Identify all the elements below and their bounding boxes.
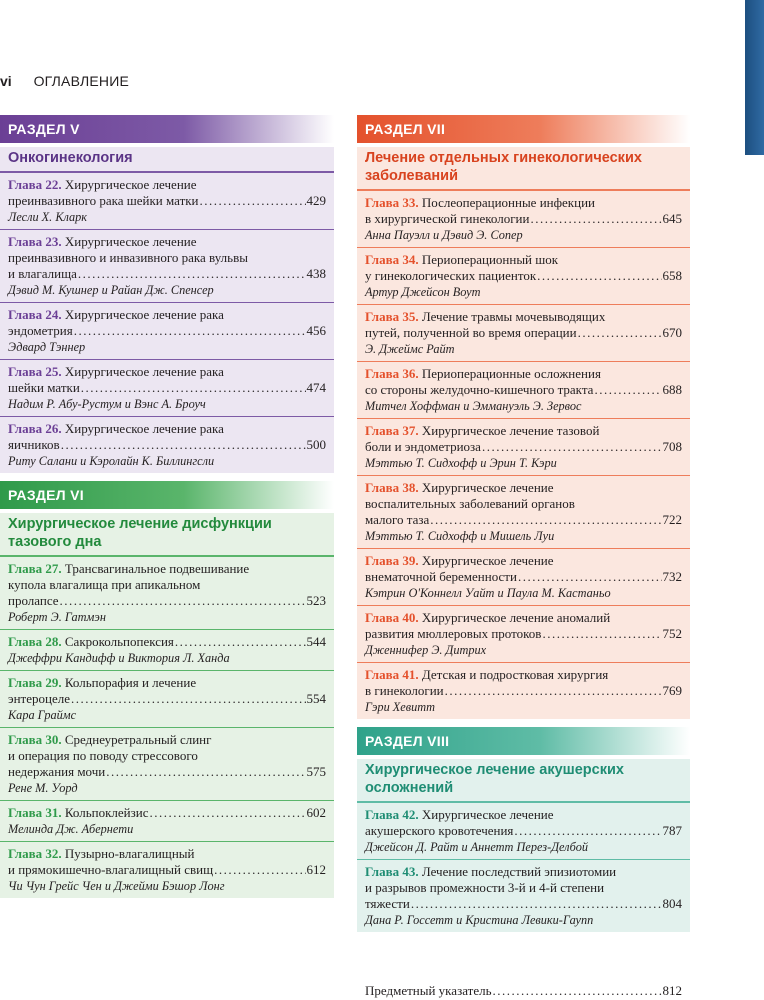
- entry-title-line: [8, 364, 326, 380]
- entry-title-line: [8, 307, 326, 323]
- chapter-list: [0, 557, 334, 898]
- leader-dots: [542, 626, 661, 642]
- page-ref: 575: [306, 764, 326, 779]
- toc-entry[interactable]: [357, 606, 690, 663]
- entry-title-line: [8, 421, 326, 437]
- toc-entry[interactable]: [0, 417, 334, 473]
- toc-entry[interactable]: [357, 860, 690, 932]
- page-ref: 708: [662, 439, 682, 454]
- chapter-title: Хирургическое лечение: [421, 480, 554, 495]
- chapter-title: Хирургическое лечение: [421, 807, 554, 822]
- entry-title-line: [8, 323, 326, 339]
- entry-title-line: [8, 805, 326, 821]
- chapter-title: в гинекологии: [365, 683, 444, 698]
- section-vii: [357, 115, 690, 719]
- chapter-authors: Мэттью Т. Сидхофф и Эрин Т. Кэри: [365, 456, 557, 470]
- chapter-title: преинвазивного и инвазивного рака вульвы: [8, 250, 248, 265]
- toc-entry[interactable]: [0, 630, 334, 671]
- page-ref: 688: [662, 382, 682, 397]
- section-title: Хирургическое лечение дисфункции тазового дна: [0, 513, 334, 557]
- page-ref: 658: [662, 268, 682, 283]
- entry-title-line: [365, 553, 682, 569]
- chapter-number: Глава 22.: [8, 177, 62, 192]
- entry-title-line: [365, 512, 682, 528]
- entry-title-line: [365, 880, 682, 896]
- right-column: [357, 115, 690, 932]
- entry-title-line: [365, 864, 682, 880]
- section-body: [0, 147, 334, 473]
- chapter-title: в хирургической гинекологии: [365, 211, 530, 226]
- chapter-title: со стороны желудочно-кишечного тракта: [365, 382, 594, 397]
- chapter-title: энтероцеле: [8, 691, 70, 706]
- chapter-authors: Э. Джеймс Райт: [365, 342, 455, 356]
- chapter-authors: Чи Чун Грейс Чен и Джейми Бэшор Лонг: [8, 879, 225, 893]
- leader-dots: [106, 764, 305, 780]
- chapter-authors: Кара Граймс: [8, 708, 77, 722]
- page-ref: 787: [662, 823, 682, 838]
- toc-entry[interactable]: [357, 663, 690, 719]
- chapter-number: Глава 37.: [365, 423, 419, 438]
- chapter-title: внематочной беременности: [365, 569, 517, 584]
- chapter-title: Лечение травмы мочевыводящих: [421, 309, 606, 324]
- chapter-title: Хирургическое лечение рака: [64, 307, 224, 322]
- chapter-title: Периоперационные осложнения: [421, 366, 601, 381]
- chapter-title: преинвазивного рака шейки матки: [8, 193, 199, 208]
- chapter-authors: Дэвид М. Кушнер и Райан Дж. Спенсер: [8, 283, 214, 297]
- chapter-number: Глава 33.: [365, 195, 419, 210]
- chapter-title: Хирургическое лечение: [421, 553, 554, 568]
- leader-dots: [200, 193, 306, 209]
- leader-dots: [150, 805, 306, 821]
- chapter-title: развития мюллеровых протоков: [365, 626, 542, 641]
- toc-entry[interactable]: [0, 557, 334, 630]
- page-ref: 804: [662, 896, 682, 911]
- page-ref: 429: [306, 193, 326, 208]
- chapter-title: Хирургическое лечение аномалий: [421, 610, 611, 625]
- entry-title-line: [365, 325, 682, 341]
- chapter-number: Глава 36.: [365, 366, 419, 381]
- chapter-title: и прямокишечно-влагалищный свищ: [8, 862, 214, 877]
- section-body: [357, 147, 690, 719]
- entry-title-line: [365, 496, 682, 512]
- chapter-authors: Дана Р. Госсетт и Кристина Левики-Гаупп: [365, 913, 594, 927]
- chapter-list: [0, 173, 334, 473]
- chapter-number: Глава 30.: [8, 732, 62, 747]
- chapter-title: Лечение последствий эпизиотомии: [421, 864, 617, 879]
- page-ref: 523: [306, 593, 326, 608]
- chapter-list: [357, 191, 690, 719]
- entry-title-line: [365, 382, 682, 398]
- chapter-title: воспалительных заболеваний органов: [365, 496, 575, 511]
- chapter-title: у гинекологических пациенток: [365, 268, 537, 283]
- leader-dots: [430, 512, 661, 528]
- chapter-number: Глава 28.: [8, 634, 62, 649]
- page-title: ОГЛАВЛЕНИЕ: [33, 73, 130, 89]
- page-number: vi: [0, 73, 12, 89]
- entry-title-line: [8, 862, 326, 878]
- entry-title-line: [365, 667, 682, 683]
- chapter-title: Хирургическое лечение: [64, 234, 197, 249]
- leader-dots: [71, 691, 306, 707]
- entry-title-line: [8, 593, 326, 609]
- entry-title-line: [8, 177, 326, 193]
- toc-entry[interactable]: [0, 671, 334, 728]
- toc-entry[interactable]: [357, 476, 690, 549]
- chapter-list: [357, 803, 690, 932]
- toc-entry[interactable]: [357, 248, 690, 305]
- toc-entry[interactable]: [357, 803, 690, 860]
- entry-title-line: [8, 250, 326, 266]
- chapter-title: Пузырно-влагалищный: [64, 846, 195, 861]
- chapter-number: Глава 40.: [365, 610, 419, 625]
- chapter-authors: Кэтрин О'Коннелл Уайт и Паула М. Кастаньо: [365, 586, 611, 600]
- chapter-title: Кольпорафия и лечение: [64, 675, 197, 690]
- entry-title-line: [8, 561, 326, 577]
- leader-dots: [445, 683, 662, 699]
- entry-title-line: [365, 610, 682, 626]
- chapter-title: Хирургическое лечение: [64, 177, 197, 192]
- entry-title-line: [8, 675, 326, 691]
- section-header: РАЗДЕЛ VII: [357, 115, 690, 143]
- entry-title-line: [8, 748, 326, 764]
- page-ref: 602: [306, 805, 326, 820]
- entry-title-line: [365, 683, 682, 699]
- chapter-title: купола влагалища при апикальном: [8, 577, 201, 592]
- chapter-title: боли и эндометриоза: [365, 439, 481, 454]
- leader-dots: [74, 323, 306, 339]
- page-ref: 474: [306, 380, 326, 395]
- chapter-number: Глава 32.: [8, 846, 62, 861]
- section-title: Хирургическое лечение акушерских осложнений: [357, 759, 690, 803]
- chapter-authors: Надим Р. Абу-Рустум и Вэнс А. Броуч: [8, 397, 206, 411]
- toc-entry[interactable]: [357, 362, 690, 419]
- chapter-title: Хирургическое лечение тазовой: [421, 423, 600, 438]
- chapter-authors: Лесли Х. Кларк: [8, 210, 88, 224]
- chapter-authors: Мелинда Дж. Абернети: [8, 822, 134, 836]
- page-ref: 812: [662, 983, 682, 998]
- chapter-title: яичников: [8, 437, 60, 452]
- entry-title-line: [365, 195, 682, 211]
- chapter-title: тяжести: [365, 896, 410, 911]
- page-ref: 722: [662, 512, 682, 527]
- section-header: РАЗДЕЛ VIII: [357, 727, 690, 755]
- leader-dots: [482, 439, 662, 455]
- chapter-authors: Дженнифер Э. Дитрих: [365, 643, 487, 657]
- chapter-authors: Эдвард Тэннер: [8, 340, 86, 354]
- page-ref: 438: [306, 266, 326, 281]
- section-title: Онкогинекология: [0, 147, 334, 173]
- toc-entry[interactable]: [0, 173, 334, 230]
- leader-dots: [578, 325, 662, 341]
- entry-title-line: [365, 823, 682, 839]
- entry-title-line: [365, 268, 682, 284]
- chapter-number: Глава 29.: [8, 675, 62, 690]
- chapter-title: Хирургическое лечение рака: [64, 364, 224, 379]
- chapter-title: путей, полученной во время операции: [365, 325, 577, 340]
- chapter-number: Глава 38.: [365, 480, 419, 495]
- chapter-number: Глава 42.: [365, 807, 419, 822]
- index-label: Предметный указатель: [365, 983, 492, 998]
- leader-dots: [214, 862, 305, 878]
- entry-title-line: [365, 569, 682, 585]
- page-ref: 554: [306, 691, 326, 706]
- page-header: [0, 73, 129, 93]
- edge-color-tab: [745, 0, 764, 155]
- leader-dots: [78, 266, 306, 282]
- chapter-number: Глава 41.: [365, 667, 419, 682]
- toc-entry[interactable]: [357, 549, 690, 606]
- page-ref: 544: [306, 634, 326, 649]
- chapter-authors: Анна Пауэлл и Дэвид Э. Сопер: [365, 228, 523, 242]
- toc-entry[interactable]: [0, 303, 334, 360]
- entry-title-line: [365, 439, 682, 455]
- entry-title-line: [8, 193, 326, 209]
- section-vi: [0, 481, 334, 898]
- toc-entry[interactable]: [0, 801, 334, 842]
- section-body: [0, 513, 334, 898]
- chapter-title: и операция по поводу стрессового: [8, 748, 198, 763]
- chapter-title: Детская и подростковая хирургия: [421, 667, 609, 682]
- chapter-title: малого таза: [365, 512, 430, 527]
- toc-entry[interactable]: [0, 728, 334, 801]
- entry-title-line: [8, 437, 326, 453]
- toc-entry[interactable]: [357, 191, 690, 248]
- section-viii: [357, 727, 690, 932]
- entry-title-line: [365, 366, 682, 382]
- page-ref: 645: [662, 211, 682, 226]
- page-ref: 670: [662, 325, 682, 340]
- chapter-number: Глава 43.: [365, 864, 419, 879]
- toc-entry[interactable]: [0, 842, 334, 898]
- chapter-authors: Артур Джейсон Воут: [365, 285, 481, 299]
- chapter-authors: Гэри Хевитт: [365, 700, 436, 714]
- chapter-number: Глава 26.: [8, 421, 62, 436]
- section-body: [357, 759, 690, 932]
- left-column: [0, 115, 334, 898]
- page-ref: 456: [306, 323, 326, 338]
- page-ref: 500: [306, 437, 326, 452]
- entry-title-line: [365, 252, 682, 268]
- chapter-title: недержания мочи: [8, 764, 106, 779]
- leader-dots: [537, 268, 661, 284]
- page-ref: 769: [662, 683, 682, 698]
- chapter-title: и разрывов промежности 3-й и 4-й степени: [365, 880, 605, 895]
- section-title: Лечение отдельных гинекологических заболеваний: [357, 147, 690, 191]
- chapter-number: Глава 39.: [365, 553, 419, 568]
- chapter-title: пролапсе: [8, 593, 59, 608]
- chapter-authors: Джеффри Кандифф и Виктория Л. Ханда: [8, 651, 230, 665]
- chapter-title: Послеоперационные инфекции: [421, 195, 595, 210]
- toc-entry[interactable]: [357, 305, 690, 362]
- chapter-title: эндометрия: [8, 323, 73, 338]
- chapter-title: Хирургическое лечение рака: [64, 421, 224, 436]
- entry-title-line: [365, 211, 682, 227]
- page-ref: 752: [662, 626, 682, 641]
- chapter-number: Глава 27.: [8, 561, 62, 576]
- entry-title-line: [8, 846, 326, 862]
- section-header: РАЗДЕЛ VI: [0, 481, 334, 509]
- section-v: [0, 115, 334, 473]
- chapter-title: и влагалища: [8, 266, 77, 281]
- section-header: РАЗДЕЛ V: [0, 115, 334, 143]
- chapter-authors: Мэттью Т. Сидхофф и Мишель Луи: [365, 529, 555, 543]
- chapter-number: Глава 35.: [365, 309, 419, 324]
- chapter-authors: Роберт Э. Гатмэн: [8, 610, 106, 624]
- chapter-authors: Джейсон Д. Райт и Аннетт Перез-Делбой: [365, 840, 588, 854]
- entry-title-line: [8, 577, 326, 593]
- chapter-title: шейки матки: [8, 380, 80, 395]
- chapter-title: акушерского кровотечения: [365, 823, 514, 838]
- leader-dots: [81, 380, 306, 396]
- leader-dots: [175, 634, 306, 650]
- entry-title-line: [365, 309, 682, 325]
- entry-title-line: [8, 634, 326, 650]
- chapter-title: Кольпоклейзис: [64, 805, 149, 820]
- entry-title-line: [8, 380, 326, 396]
- chapter-number: Глава 24.: [8, 307, 62, 322]
- leader-dots: [60, 593, 306, 609]
- leader-dots: [411, 896, 662, 912]
- entry-title-line: [8, 234, 326, 250]
- page-ref: 612: [306, 862, 326, 877]
- chapter-number: Глава 31.: [8, 805, 62, 820]
- chapter-number: Глава 34.: [365, 252, 419, 267]
- chapter-authors: Митчел Хоффман и Эммануэль Э. Зервос: [365, 399, 582, 413]
- toc-entry[interactable]: [357, 419, 690, 476]
- entry-title-line: [365, 423, 682, 439]
- leader-dots: [514, 823, 661, 839]
- toc-entry[interactable]: [0, 360, 334, 417]
- leader-dots: [61, 437, 306, 453]
- leader-dots: [530, 211, 661, 227]
- entry-title-line: [365, 896, 682, 912]
- entry-title-line: [8, 691, 326, 707]
- chapter-title: Сакрокольпопексия: [64, 634, 174, 649]
- toc-entry[interactable]: [0, 230, 334, 303]
- chapter-title: Среднеуретральный слинг: [64, 732, 212, 747]
- chapter-number: Глава 25.: [8, 364, 62, 379]
- chapter-title: Периоперационный шок: [421, 252, 559, 267]
- chapter-authors: Риту Салани и Кэролайн К. Биллингсли: [8, 454, 215, 468]
- leader-dots: [594, 382, 661, 398]
- entry-title-line: [8, 764, 326, 780]
- entry-title-line: [8, 732, 326, 748]
- chapter-number: Глава 23.: [8, 234, 62, 249]
- page-ref: 732: [662, 569, 682, 584]
- entry-title-line: [8, 266, 326, 282]
- leader-dots: [493, 983, 662, 999]
- chapter-title: Трансвагинальное подвешивание: [64, 561, 250, 576]
- subject-index-entry[interactable]: [365, 983, 682, 999]
- entry-title-line: [365, 480, 682, 496]
- leader-dots: [518, 569, 662, 585]
- entry-title-line: [365, 807, 682, 823]
- chapter-authors: Рене М. Уорд: [8, 781, 78, 795]
- entry-title-line: [365, 626, 682, 642]
